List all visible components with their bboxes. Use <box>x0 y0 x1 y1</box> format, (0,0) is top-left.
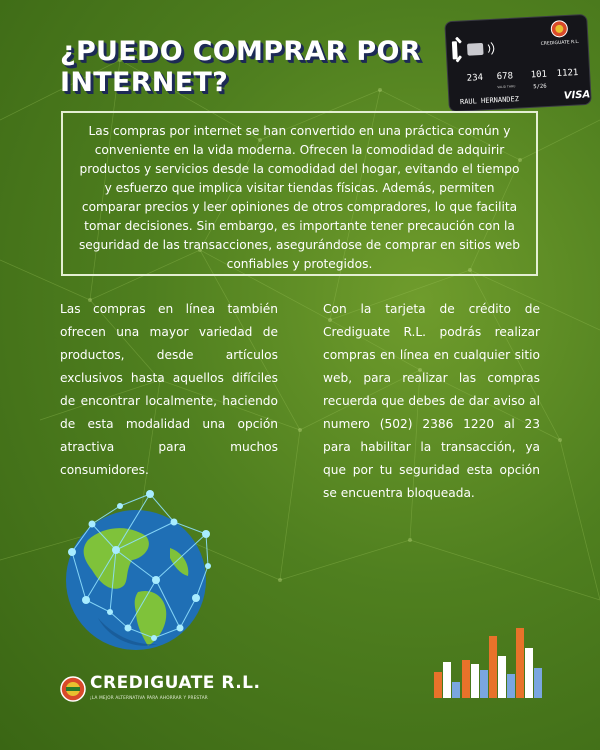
left-column-text: Las compras en línea también ofrecen una mayor variedad de productos, desde artículos exclusivos hasta aquellos difíciles de encontrar localmente, haciendo de esta modalidad una opción atractiva para muchos consumidores. <box>60 302 278 477</box>
logo-name: CREDIGUATE R.L. <box>90 673 261 693</box>
crediguate-logo <box>60 673 280 709</box>
card-expiry: 5/26 <box>533 83 547 91</box>
chip-icon <box>467 43 484 56</box>
intro-text: Las compras por internet se han convertido en una práctica común y conveniente en la vida moderna. Ofrecen la comodidad de adquirir productos y servicios desde la comodidad del hogar, evitando el tiempo y esfuerzo que implica visitar tiendas físicas. Además, permiten comparar precios y leer opiniones de otros compradores, lo que facilita tomar decisiones. Sin embargo, es importante tener precaución con la seguridad de las transacciones, asegurándose de comprar en sitios web confiables y protegidos. <box>78 124 521 271</box>
card-number-group-2: 678 <box>496 71 514 83</box>
card-valid-label: VALID THRU <box>497 84 516 90</box>
decorative-bar-graphic <box>432 624 542 700</box>
issuer-badge-text: CREDIGUATE R.L. <box>540 39 580 47</box>
globe-network-icon <box>58 488 218 658</box>
page-title: ¿PUEDO COMPRAR POR INTERNET? <box>60 36 421 98</box>
card-network-logo: VISA <box>563 89 591 102</box>
intro-box <box>61 111 538 276</box>
card-holder-name: RAUL HERNANDEZ <box>459 95 520 107</box>
card-number-group-1: 234 <box>466 72 484 84</box>
credit-card-image <box>444 12 594 112</box>
crediguate-emblem-icon <box>60 676 86 702</box>
logo-tagline: ¡LA MEJOR ALTERNATIVA PARA AHORRAR Y PRESTAR <box>90 695 208 700</box>
right-column-text: Con la tarjeta de crédito de Crediguate R.L. podrás realizar compras en línea en cualquier sitio web, para realizar las compras recuerda que debes de dar aviso al numero (502) 2386 1220 al 23 para habilitar la transacción, ya que por tu seguridad esta opción se encuentra bloqueada. <box>323 302 540 500</box>
card-number-group-3: 101 <box>530 69 548 81</box>
card-number-group-4: 1121 <box>556 67 579 80</box>
